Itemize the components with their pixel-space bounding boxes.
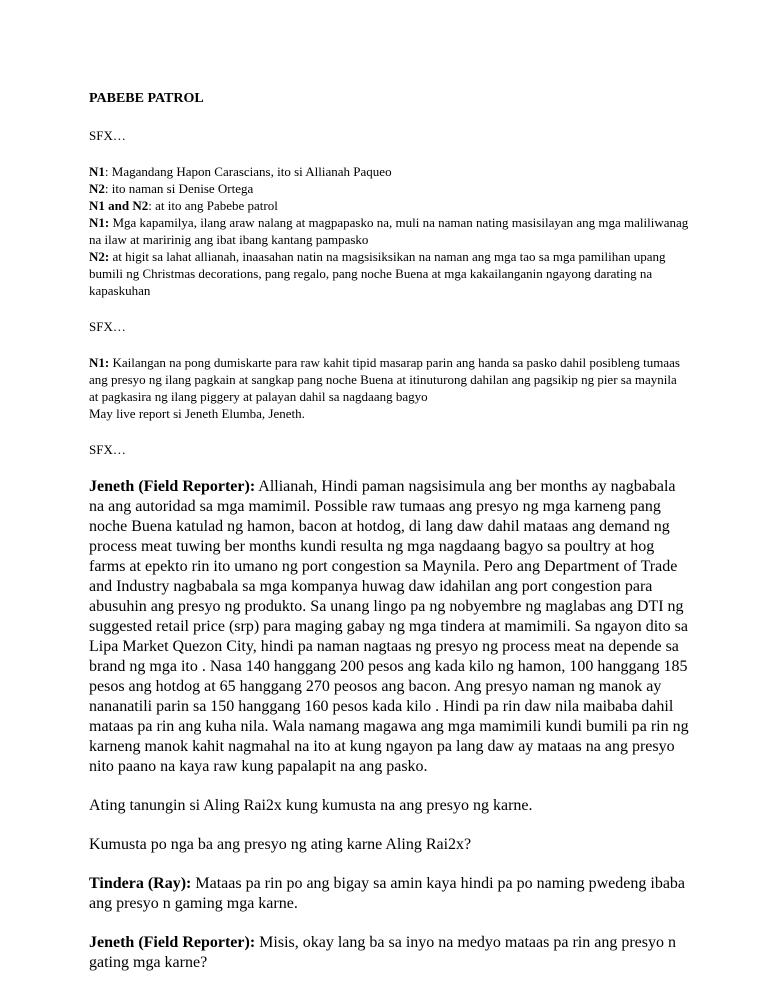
script-line: N1 and N2: at ito ang Pabebe patrol xyxy=(89,198,278,213)
line-text: Mga kapamilya, ilang araw nalang at magpapasko na, muli na naman nating masisilayan ang mga maliliwanag na ilaw at maririnig ang ibat ibang kantang pampasko xyxy=(89,215,689,247)
speaker-label: N1 and N2 xyxy=(89,198,149,213)
speaker-label: N2 xyxy=(89,181,105,196)
line-text: ito naman si Denise Ortega xyxy=(108,181,254,196)
line-text: Magandang Hapon Carascians, ito si Allianah Paqueo xyxy=(108,164,392,179)
speaker-label: N1: xyxy=(89,355,110,370)
script-line-ask: Ating tanungin si Aling Rai2x kung kumusta na ang presyo ng karne. xyxy=(89,797,533,814)
line-text: at ito ang Pabebe patrol xyxy=(151,198,278,213)
n1-segment xyxy=(89,354,689,422)
sfx-cue-2: SFX… xyxy=(89,319,126,334)
tindera-paragraph xyxy=(89,874,689,914)
line-text: Allianah, Hindi paman nagsisimula ang ber months ay nagbabala na ang autoridad sa mga mamimil. Possible raw tumaas ang presyo ng mga karneng pang noche Buena katulad ng hamon, bacon at hotdog, di lang daw dahil mataas ang demand ng process meat tuwing ber months kundi resulta ng mga nagdaang bagyo sa poultry at hog farms at epekto rin ito umano ng port congestion sa Maynila. Pero ang Department of Trade and Industry nagbabala sa mga kompanya huwag daw idahilan ang port congestion para abusuhin ang presyo ng produkto. Sa unang lingo pa ng nobyembre ng maglabas ang DTI ng suggested retail price (srp) para maging gabay ng mga tindera at mamimili. Sa ngayon dito sa Lipa Market Quezon City, hindi pa naman nagtaas ng presyo ng process meat na depende sa brand ng mga ito . Nasa 140 hanggang 200 pesos ang kada kilo ng hamon, 100 hanggang 185 pesos ang hotdog at 65 hanggang 270 peosos ang bacon. Ang presyo naman ng manok ay nananatili parin sa 150 hanggang 160 pesos kada kilo . Hindi pa rin daw nila maibaba dahil mataas pa rin ang kuha nila. Wala namang magawa ang mga mamimili kundi bumili pa rin ng karneng manok kahit nagmahal na ito at kung ngayon pa lang daw ay mataas na ang presyo nito paano na kaya raw kung papalapit na ang pasko. xyxy=(89,478,689,775)
document-title: PABEBE PATROL xyxy=(89,91,204,106)
speaker-label: Jeneth (Field Reporter): xyxy=(89,478,256,495)
script-line-question: Kumusta po nga ba ang presyo ng ating karne Aling Rai2x? xyxy=(89,836,472,853)
speaker-label: N2: xyxy=(89,249,110,264)
script-line: N1: Magandang Hapon Carascians, ito si Allianah Paqueo xyxy=(89,164,392,179)
sfx-cue-3: SFX… xyxy=(89,442,126,457)
document-body xyxy=(89,90,689,992)
line-text: Kailangan na pong dumiskarte para raw kahit tipid masarap parin ang handa sa pasko dahil posibleng tumaas ang presyo ng ilang pagkain at sangkap pang noche Buena at itinuturong dahilan ang pagsikip ng pier sa maynila at pagkasira ng ilang piggery at palayan dahil sa nagdaang bagyo xyxy=(89,355,680,404)
field-report-paragraph xyxy=(89,477,689,777)
speaker-label: N1 xyxy=(89,164,105,179)
field-report-paragraph-2 xyxy=(89,933,689,973)
script-line xyxy=(89,354,689,405)
line-text: at higit sa lahat allianah, inaasahan natin na magsisiksikan na naman ang mga tao sa mga pamilihan upang bumili ng Christmas decorations, pang regalo, pang noche Buena at mga kakailanganin ngayong darating na kapaskuhan xyxy=(89,249,666,298)
line-text: Misis, okay lang ba sa inyo na medyo mataas pa rin ang presyo n gating mga karne? xyxy=(89,934,676,971)
intro-block xyxy=(89,163,689,299)
speaker-label: Tindera (Ray): xyxy=(89,875,192,892)
script-line xyxy=(89,214,689,248)
script-line: May live report si Jeneth Elumba, Jeneth. xyxy=(89,406,305,421)
speaker-label: Jeneth (Field Reporter): xyxy=(89,934,256,951)
line-text: Mataas pa rin po ang bigay sa amin kaya hindi pa po naming pwedeng ibaba ang presyo n gaming mga karne. xyxy=(89,875,686,912)
script-line xyxy=(89,248,689,299)
sfx-cue-1: SFX… xyxy=(89,128,126,143)
speaker-label: N1: xyxy=(89,215,110,230)
script-line: N2: ito naman si Denise Ortega xyxy=(89,181,254,196)
